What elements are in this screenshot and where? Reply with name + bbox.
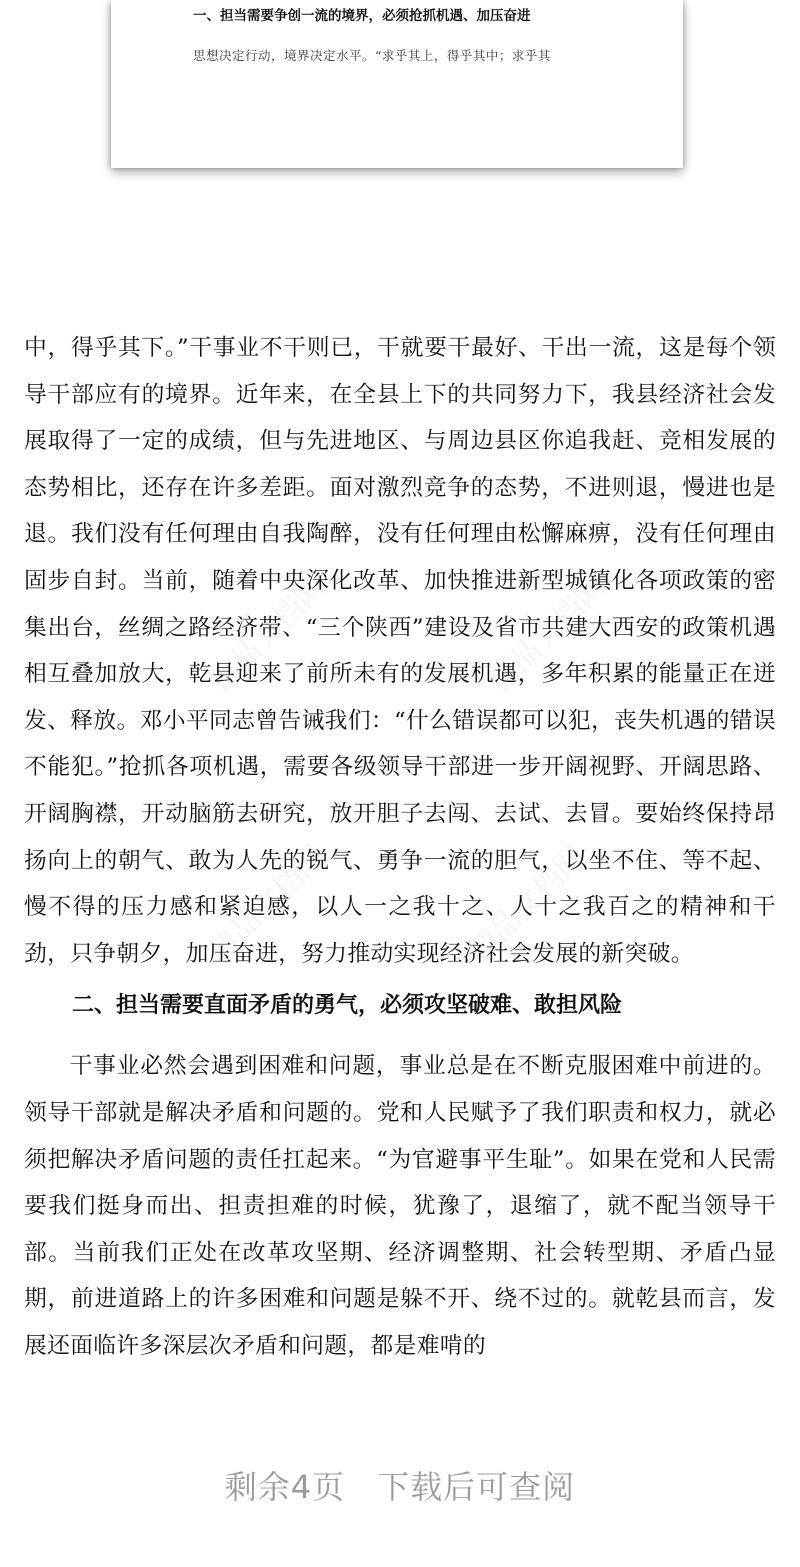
body-paragraph-1: 中，得乎其下。”干事业不干则已，干就要干最好、干出一流，这是每个领导干部应有的境界。近年来，在全县上下的共同努力下，我县经济社会发展取得了一定的成绩，但与先进地区、与周边县区你追我赶、竞相发展的态势相比，还存在许多差距。面对激烈竞争的态势，不进则退，慢进也是退。我们没有任何理由自我陶醉，没有任何理由松懈麻痹，没有任何理由固步自封。当前，随着中央深化改革、加快推进新型城镇化各项政策的密集出台，丝绸之路经济带、“三个陕西”建设及省市共建大西安的政策机遇相互叠加放大，乾县迎来了前所未有的发展机遇，多年积累的能量正在迸发、释放。邓小平同志曾告诫我们：“什么错误都可以犯，丧失机遇的错误不能犯。”抢抓各项机遇，需要各级领导干部进一步开阔视野、开阔思路、开阔胸襟，开动脑筋去研究，放开胆子去闯、去试、去冒。要始终保持昂扬向上的朝气、敢为人先的锐气、勇争一流的胆气，以坐不住、等不起、慢不得的压力感和紧迫感，以人一之我十之、人十之我百之的精神和干劲，只争朝夕，加压奋进，努力推动实现经济社会发展的新突破。 (24, 335, 776, 967)
preview-page-card (111, 0, 683, 168)
watermark: 精品文档网 (202, 839, 333, 970)
download-to-view-link[interactable]: 下载后可查阅 (377, 1468, 576, 1506)
download-prompt[interactable] (0, 1462, 800, 1508)
document-body (24, 325, 776, 1369)
section-heading-2: 二、担当需要直面矛盾的勇气，必须攻坚破难、敢担风险 (72, 993, 623, 1019)
remaining-pages-label: 剩余4页 (224, 1468, 346, 1506)
watermark: 精品文档网 (202, 569, 333, 700)
preview-section-heading: 一、担当需要争创一流的境界，必须抢抓机遇、加压奋进 (193, 8, 531, 24)
watermark: 精品文档网 (482, 569, 613, 700)
body-paragraph-2: 干事业必然会遇到困难和问题，事业总是在不断克服困难中前进的。领导干部就是解决矛盾和问题的。党和人民赋予了我们职责和权力，就必须把解决矛盾问题的责任扛起来。“为官避事平生耻”。如果在党和人民需要我们挺身而出、担责担难的时候，犹豫了，退缩了，就不配当领导干部。当前我们正处在改革攻坚期、经济调整期、社会转型期、矛盾凸显期，前进道路上的许多困难和问题是躲不开、绕不过的。就乾县而言，发展还面临许多深层次矛盾和问题，都是难啃的 (24, 1053, 776, 1359)
watermark: 精品文档网 (462, 839, 593, 970)
preview-snippet: 思想决定行动，境界决定水平。“求乎其上，得乎其中；求乎其 (193, 48, 551, 63)
